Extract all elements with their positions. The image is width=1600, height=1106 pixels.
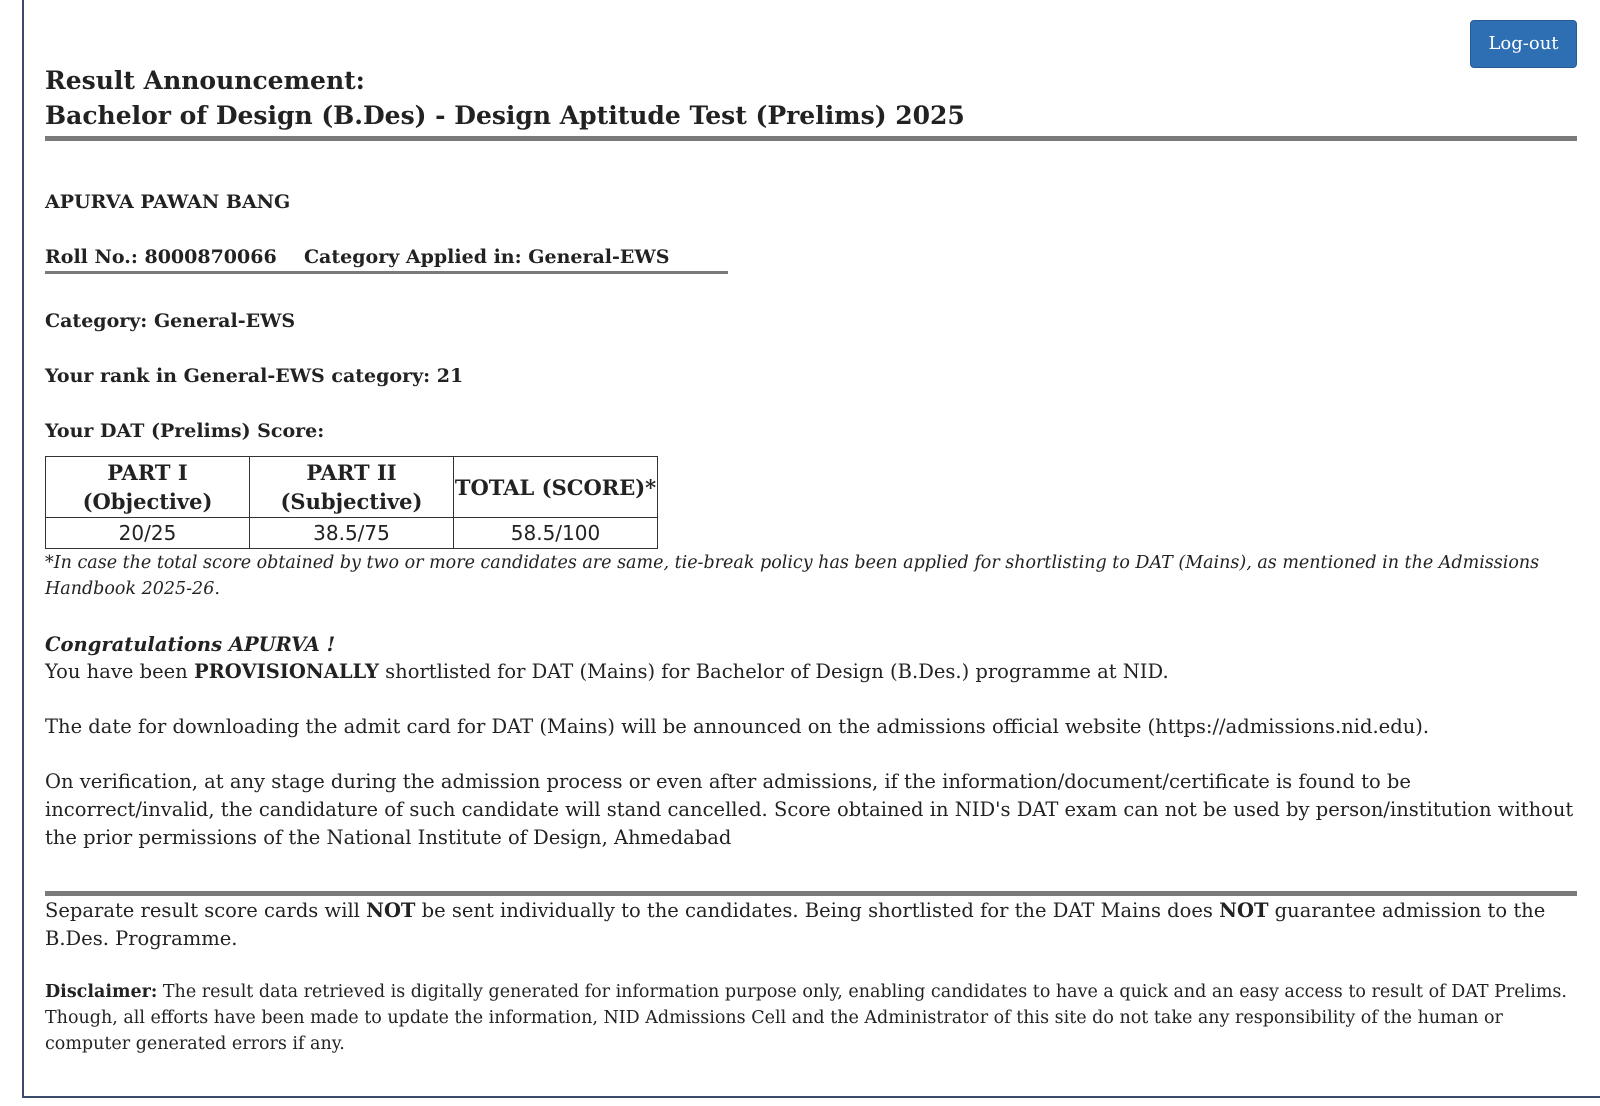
col-part1-line1: PART I <box>107 460 188 485</box>
page-title: Result Announcement: <box>45 66 365 95</box>
category-applied-value: General-EWS <box>528 246 670 268</box>
admit-card-text: The date for downloading the admit card for DAT (Mains) will be announced on the admissions official website (https://admissions.nid.edu). <box>45 715 1430 738</box>
category-label: Category: <box>45 310 148 332</box>
shortlist-pre: You have been <box>45 660 194 683</box>
col-part2-line1: PART II <box>306 460 397 485</box>
notice-mid: be sent individually to the candidates. Being shortlisted for the DAT Mains does <box>415 899 1220 922</box>
disclaimer <box>45 979 1577 1057</box>
congrats-text: Congratulations APURVA ! <box>45 633 336 656</box>
category-value: General-EWS <box>153 310 296 332</box>
header-divider <box>45 136 1577 141</box>
score-part1: 20/25 <box>46 518 250 549</box>
shortlist-emphasis: PROVISIONALLY <box>193 660 379 683</box>
score-total: 58.5/100 <box>454 518 658 549</box>
notice-pre: Separate result score cards will <box>45 899 367 922</box>
col-part1-line2: (Objective) <box>82 489 213 514</box>
logout-button[interactable]: Log-out <box>1470 20 1577 68</box>
score-table-header <box>46 457 658 518</box>
page-subtitle: Bachelor of Design (B.Des) - Design Aptitude Test (Prelims) 2025 <box>45 101 965 130</box>
disclaimer-text: The result data retrieved is digitally generated for information purpose only, enabling candidates to have a quick and an easy access to result of DAT Prelims. Though, all efforts have been made to update the information, NID Admissions Cell and the Administrator of this site do not take any responsibility of the human or computer generated errors if any. <box>45 982 1567 1054</box>
footer-divider <box>45 891 1577 896</box>
notice-not-1: NOT <box>366 899 416 922</box>
score-table-row <box>46 518 658 549</box>
candidate-divider <box>45 271 728 274</box>
category-line <box>45 310 295 332</box>
col-total: TOTAL (SCORE)* <box>454 457 658 518</box>
roll-label: Roll No.: <box>45 246 138 268</box>
disclaimer-label: Disclaimer: <box>45 982 158 1002</box>
notice-post: guarantee admission to the B.Des. Programme. <box>45 899 1546 950</box>
shortlist-post: shortlisted for DAT (Mains) for Bachelor of Design (B.Des.) programme at NID. <box>378 660 1169 683</box>
category-applied-label: Category Applied in: <box>303 246 522 268</box>
candidate-name: APURVA PAWAN BANG <box>45 191 291 213</box>
notice-not-2: NOT <box>1219 899 1269 922</box>
verification-text: On verification, at any stage during the admission process or even after admissions, if the information/document/certificate is found to be incorrect/invalid, the candidature of such candidate will stand cancelled. Score obtained in NID's DAT exam can not be used by person/institution without the prior permissions of the National Institute of Design, Ahmedabad <box>45 770 1574 849</box>
col-part2 <box>250 457 454 518</box>
roll-number: 8000870066 <box>144 246 277 268</box>
rank-text: Your rank in General-EWS category: 21 <box>45 365 464 387</box>
scorecard-notice <box>45 897 1577 953</box>
tie-break-footnote: *In case the total score obtained by two or more candidates are same, tie-break policy has been applied for shortlisting to DAT (Mains), as mentioned in the Admissions Handbook 2025-26. <box>45 553 1540 599</box>
candidate-roll-line <box>45 246 669 268</box>
score-table <box>45 456 658 549</box>
score-part2: 38.5/75 <box>250 518 454 549</box>
col-part1 <box>46 457 250 518</box>
score-heading: Your DAT (Prelims) Score: <box>45 420 325 442</box>
shortlist-text <box>45 658 1577 686</box>
col-part2-line2: (Subjective) <box>280 489 423 514</box>
